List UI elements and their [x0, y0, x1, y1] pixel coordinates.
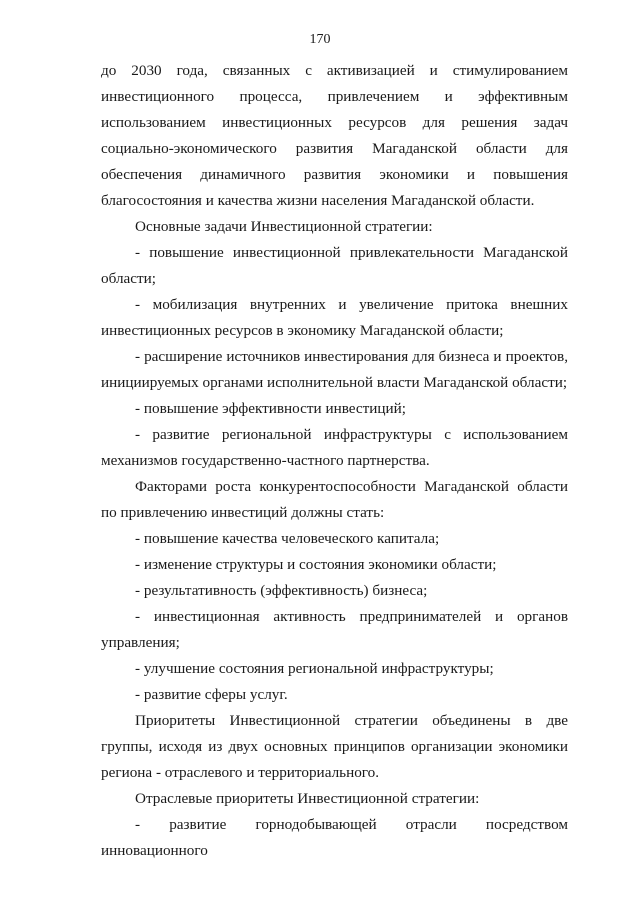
document-body	[101, 58, 568, 864]
list-item-task: - мобилизация внутренних и увеличение притока внешних инвестиционных ресурсов в экономику Магаданской области;	[101, 296, 568, 339]
list-item-sector-priority: - развитие горнодобывающей отрасли посредством инновационного	[101, 816, 568, 859]
list-item-factor: - повышение качества человеческого капитала;	[135, 530, 440, 547]
list-item-task: - развитие региональной инфраструктуры с использованием механизмов государственно-частного партнерства.	[101, 426, 568, 469]
page-number: 170	[309, 32, 331, 47]
heading-sector-priorities: Отраслевые приоритеты Инвестиционной стратегии:	[135, 790, 480, 807]
heading-main-tasks: Основные задачи Инвестиционной стратегии:	[135, 218, 433, 235]
list-item-factor: - развитие сферы услуг.	[135, 686, 288, 703]
list-item-factor: - изменение структуры и состояния экономики области;	[135, 556, 497, 573]
list-item-task: - расширение источников инвестирования для бизнеса и проектов, инициируемых органами исполнительной власти Магаданской области;	[101, 348, 568, 391]
list-item-factor: - улучшение состояния региональной инфраструктуры;	[135, 660, 494, 677]
paragraph-strategy-goal-continuation: до 2030 года, связанных с активизацией и стимулированием инвестиционного процесса, привлечением и эффективным использованием инвестиционных ресурсов для решения задач социально-экономического развития Магаданской области для обеспечения динамичного развития экономики и повышения благосостояния и качества жизни населения Магаданской области.	[101, 62, 568, 209]
heading-growth-factors: Факторами роста конкурентоспособности Магаданской области по привлечению инвестиций должны стать:	[101, 478, 568, 521]
paragraph-priorities: Приоритеты Инвестиционной стратегии объединены в две группы, исходя из двух основных принципов организации экономики региона - отраслевого и территориального.	[101, 712, 568, 781]
list-item-factor: - инвестиционная активность предпринимателей и органов управления;	[101, 608, 568, 651]
list-item-factor: - результативность (эффективность) бизнеса;	[135, 582, 428, 599]
list-item-task: - повышение эффективности инвестиций;	[135, 400, 407, 417]
list-item-task: - повышение инвестиционной привлекательности Магаданской области;	[101, 244, 568, 287]
